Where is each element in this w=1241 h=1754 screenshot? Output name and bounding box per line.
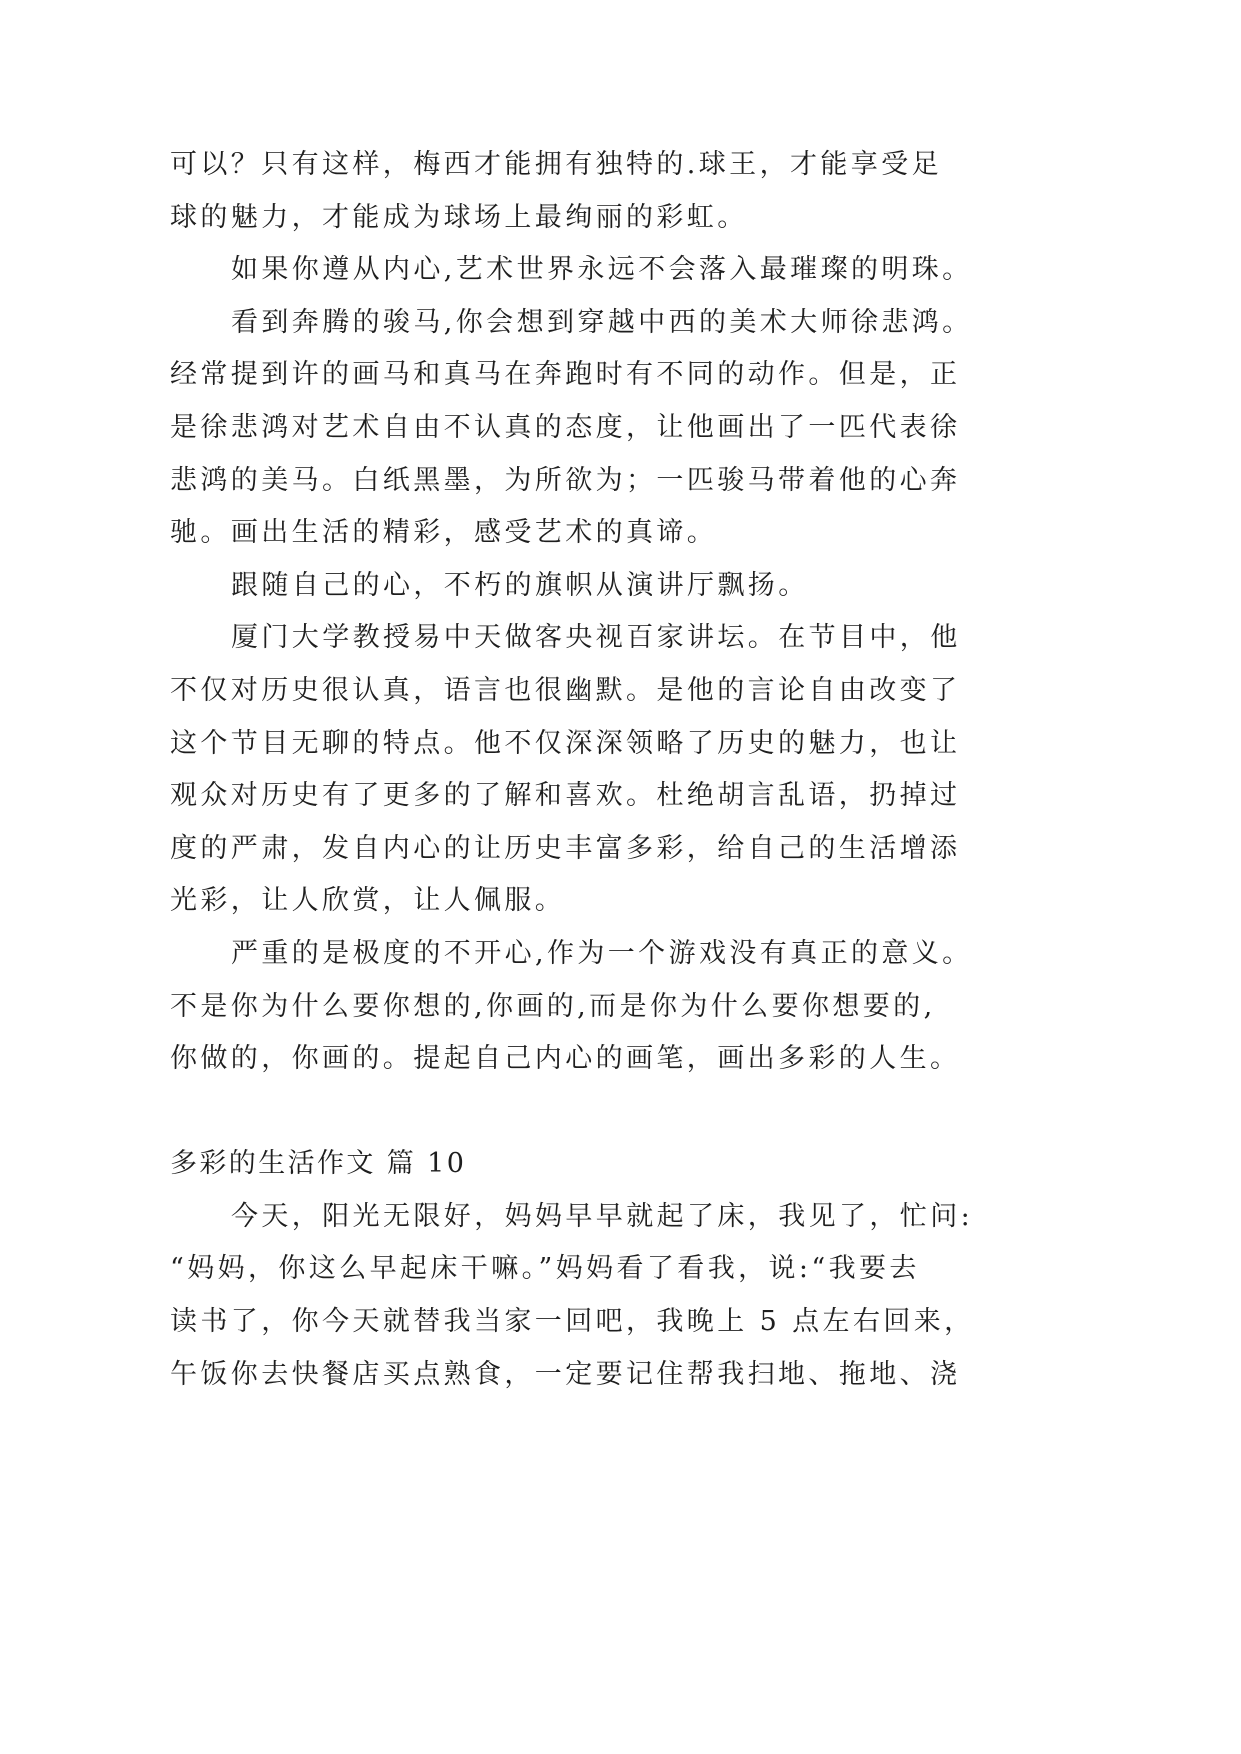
essay-section: [170, 1138, 1070, 1401]
paragraph-first-line: 今天，阳光无限好，妈妈早早就起了床，我见了，忙问:: [231, 1200, 974, 1232]
text-line: 驰。画出生活的精彩，感受艺术的真谛。: [170, 517, 718, 549]
text-line: 度的严肃，发自内心的让历史丰富多彩，给自己的生活增添: [170, 832, 961, 864]
paragraph-first-line: 看到奔腾的骏马,你会想到穿越中西的美术大师徐悲鸿。: [231, 306, 973, 338]
text-line: 是徐悲鸿对艺术自由不认真的态度，让他画出了一匹代表徐: [170, 411, 961, 443]
text-line: 读书了，你今天就替我当家一回吧，我晚上 5 点左右回来，: [170, 1306, 975, 1338]
text-line: 不是你为什么要你想的,你画的,而是你为什么要你想要的,: [170, 990, 936, 1022]
paragraph-first-line: 跟随自己的心，不朽的旗帜从演讲厅飘扬。: [231, 569, 809, 601]
text-line: 经常提到许的画马和真马在奔跑时有不同的动作。但是，正: [170, 359, 961, 391]
paragraph-first-line: 严重的是极度的不开心,作为一个游戏没有真正的意义。: [231, 937, 973, 969]
text-line: “妈妈，你这么早起床干嘛。”妈妈看了看我，说:“我要去: [170, 1253, 920, 1285]
text-line: 你做的，你画的。提起自己内心的画笔，画出多彩的人生。: [170, 1043, 961, 1075]
text-line: 这个节目无聊的特点。他不仅深深领略了历史的魅力，也让: [170, 727, 961, 759]
essay-body: [170, 139, 1070, 1086]
paragraph-first-line: 如果你遵从内心,艺术世界永远不会落入最璀璨的明珠。: [231, 254, 973, 286]
text-line: 悲鸿的美马。白纸黑墨，为所欲为；一匹骏马带着他的心奔: [170, 464, 961, 496]
text-line: 光彩，让人欣赏，让人佩服。: [170, 885, 566, 917]
text-line: 球的魅力，才能成为球场上最绚丽的彩虹。: [170, 201, 748, 233]
paragraph-first-line: 厦门大学教授易中天做客央视百家讲坛。在节目中，他: [231, 622, 961, 654]
text-line: 可以？只有这样，梅西才能拥有独特的.球王，才能享受足: [170, 149, 942, 180]
text-line: 不仅对历史很认真，语言也很幽默。是他的言论自由改变了: [170, 674, 961, 706]
section-heading: 多彩的生活作文 篇 10: [170, 1148, 467, 1180]
section-gap: [170, 1086, 1070, 1139]
text-line: 午饭你去快餐店买点熟食，一定要记住帮我扫地、拖地、浇: [170, 1358, 961, 1390]
document-page: [170, 139, 1070, 1401]
text-line: 观众对历史有了更多的了解和喜欢。杜绝胡言乱语，扔掉过: [170, 780, 961, 812]
